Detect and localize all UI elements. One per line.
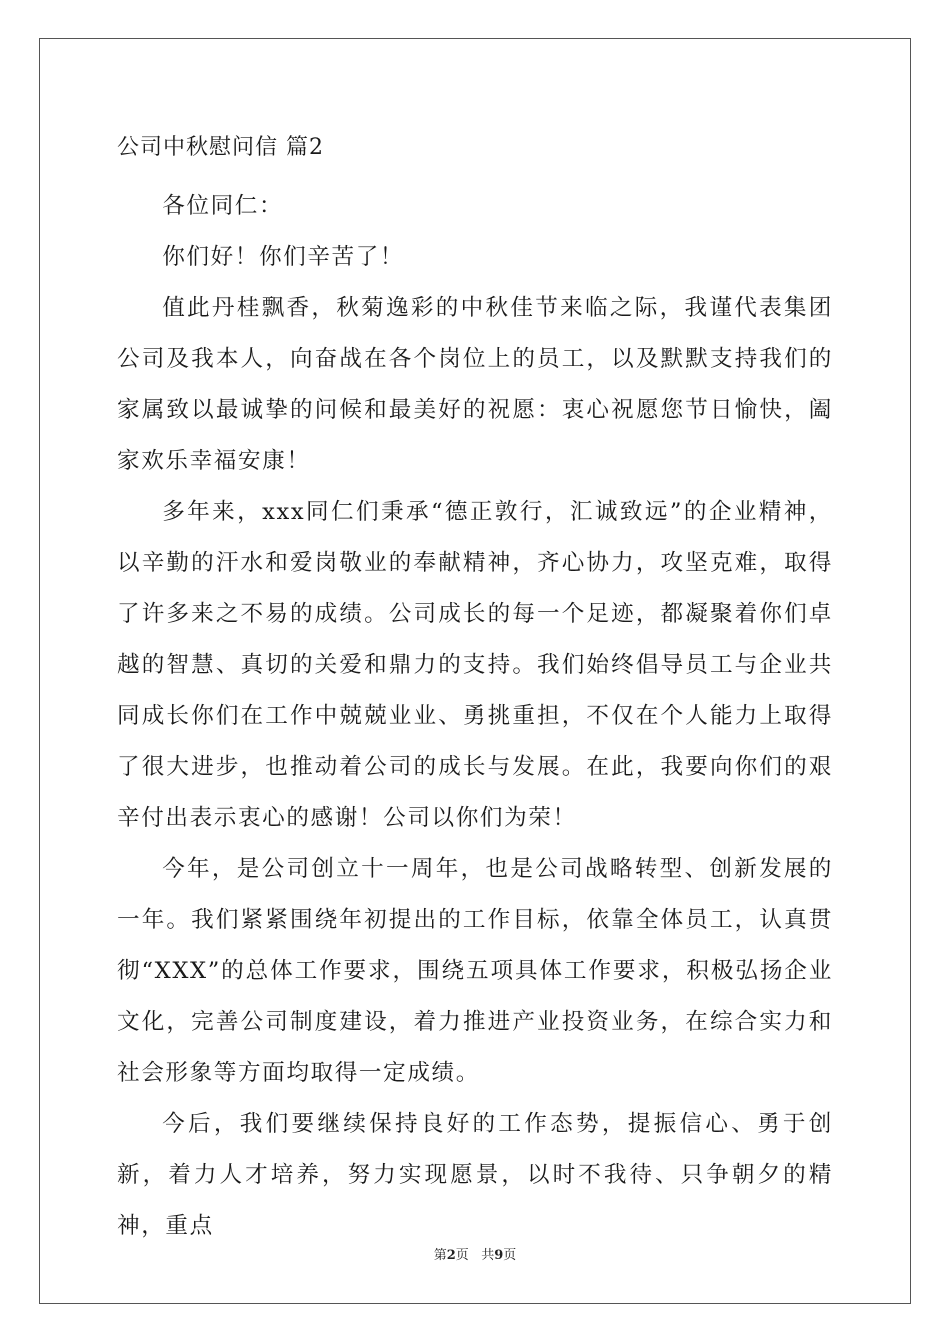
total-pages: 9: [494, 1248, 504, 1263]
total-suffix: 页: [503, 1248, 517, 1263]
page-number: 2: [446, 1248, 456, 1263]
page-suffix: 页: [455, 1248, 469, 1263]
document-title: 公司中秋慰问信 篇2: [117, 135, 324, 160]
future-plans-paragraph: 今后，我们要继续保持良好的工作态势，提振信心、勇于创新，着力人才培养，努力实现愿景，以时不我待、只争朝夕的精神，重点: [117, 1111, 833, 1239]
festival-wishes-paragraph: 值此丹桂飘香，秋菊逸彩的中秋佳节来临之际，我谨代表集团公司及我本人，向奋战在各个岗位上的员工，以及默默支持我们的家属致以最诚挚的问候和最美好的祝愿：衷心祝愿您节日愉快，阖家欢乐幸福安康！: [117, 295, 833, 474]
page-footer: [0, 1246, 950, 1266]
page-prefix: 第: [433, 1248, 447, 1263]
gratitude-paragraph: 多年来，xxx同仁们秉承“德正敦行，汇诚致远”的企业精神，以辛勤的汗水和爱岗敬业的奉献精神，齐心协力，攻坚克难，取得了许多来之不易的成绩。公司成长的每一个足迹，都凝聚着你们卓越的智慧、真切的关爱和鼎力的支持。我们始终倡导员工与企业共同成长你们在工作中兢兢业业、勇挑重担，不仅在个人能力上取得了很大进步，也推动着公司的成长与发展。在此，我要向你们的艰辛付出表示衷心的感谢！公司以你们为荣！: [117, 499, 833, 831]
document-body: [117, 130, 833, 1252]
salutation: 各位同仁：: [162, 193, 284, 219]
annual-review-paragraph: 今年，是公司创立十一周年，也是公司战略转型、创新发展的一年。我们紧紧围绕年初提出的工作目标，依靠全体员工，认真贯彻“XXX”的总体工作要求，围绕五项具体工作要求，积极弘扬企业文化，完善公司制度建设，着力推进产业投资业务，在综合实力和社会形象等方面均取得一定成绩。: [117, 856, 833, 1086]
greeting-paragraph: 你们好！你们辛苦了！: [162, 244, 405, 270]
total-prefix: 共: [481, 1248, 495, 1263]
